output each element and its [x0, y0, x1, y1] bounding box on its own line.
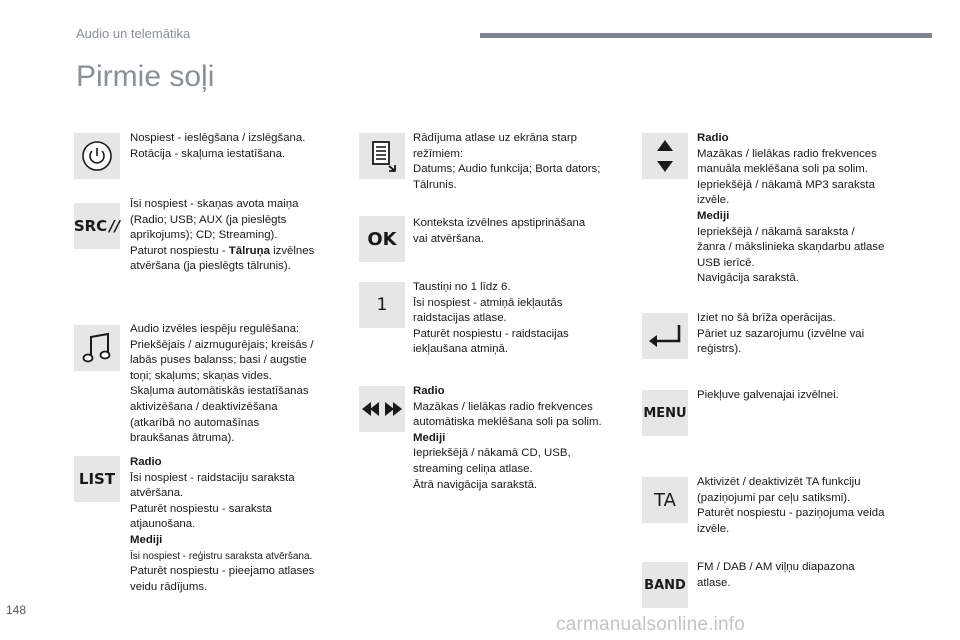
list-desc-line: Īsi nospiest - raidstaciju saraksta	[130, 471, 295, 484]
preset-desc-line: Īsi nospiest - atmiņā iekļautās	[413, 296, 563, 309]
list-icon	[74, 456, 120, 502]
preset-desc-line: Paturēt nospiestu - raidstacijas	[413, 327, 569, 340]
src-desc-bold: Tālruņa	[228, 244, 270, 257]
power-desc-line: Rotācija - skaļuma iestatīšana.	[130, 147, 286, 160]
preset-desc-line: iekļaušana atmiņā.	[413, 343, 508, 356]
watermark: carmanualsonline.info	[556, 614, 746, 635]
src-icon-text: SRC	[73, 217, 108, 235]
header-bar	[480, 33, 932, 38]
list-desc-heading: Mediji	[130, 533, 163, 546]
list-desc-heading: Radio	[130, 456, 162, 468]
updown-desc-line: žanra / mākslinieka skaņdarbu atlase	[697, 241, 885, 254]
back-desc-line: Pāriet uz sazarojumu (izvēlne vai	[697, 327, 865, 340]
updown-desc-line: Navigācija sarakstā.	[697, 272, 799, 285]
back-desc-line: Iziet no šā brīža operācijas.	[697, 312, 836, 324]
audio-desc-line: Skaļuma automātiskās iestatīšanas	[130, 385, 309, 398]
music-note-icon	[74, 325, 120, 371]
menu-icon	[642, 390, 688, 436]
page-title: Pirmie soļi	[76, 60, 215, 93]
preset-icon-text: 1	[376, 295, 388, 315]
seek-desc-heading: Radio	[413, 385, 445, 397]
band-desc-line: FM / DAB / AM viļņu diapazona	[697, 561, 855, 573]
ta-desc-line: Paturēt nospiestu - paziņojuma veida	[697, 507, 885, 520]
up-down-arrows-icon	[642, 133, 688, 179]
audio-desc-line: Priekšējais / aizmugurējais; kreisās /	[130, 338, 314, 351]
audio-desc-line: labās puses balanss; basi / augstie	[130, 354, 307, 367]
band-icon	[642, 562, 688, 608]
src-desc-line: Īsi nospiest - skaņas avota maiņa	[130, 198, 299, 210]
power-desc-line: Nospiest - ieslēgšana / izslēgšana.	[130, 132, 306, 144]
menu-icon-text: MENU	[643, 405, 687, 421]
ta-desc-line: izvēle.	[697, 522, 730, 535]
src-desc-line: atvēršana (ja pieslēgts tālrunis).	[130, 260, 291, 273]
display-desc-line: Datums; Audio funkcija; Borta dators;	[413, 163, 601, 176]
display-mode-icon	[359, 133, 405, 179]
audio-desc-line: aktivizēšana / deaktivizēšana	[130, 400, 278, 413]
seek-desc-line: automātiska meklēšana soli pa solim.	[413, 416, 602, 429]
list-desc-line: atvēršana.	[130, 487, 184, 500]
preset-one-icon	[359, 282, 405, 328]
list-desc-line: Īsi nospiest - reģistru saraksta atvēršana.	[130, 550, 313, 562]
ok-icon	[359, 216, 405, 262]
seek-desc-line: Ātrā navigācija sarakstā.	[413, 478, 538, 491]
src-desc-text: izvēlnes	[269, 244, 315, 257]
audio-desc-line: braukšanas ātruma).	[130, 432, 235, 445]
display-desc-line: režīmiem:	[413, 147, 463, 160]
band-desc-line: atlase.	[697, 576, 731, 589]
audio-desc-line: (atkarībā no automašīnas	[130, 416, 260, 429]
back-desc-line: reģistrs).	[697, 343, 742, 356]
src-icon: SRC //	[74, 203, 120, 249]
list-desc-line: veidu rādījums.	[130, 580, 208, 593]
seek-desc-line: Iepriekšējā / nākamā CD, USB,	[413, 447, 571, 460]
updown-desc-line: izvēle.	[697, 194, 730, 207]
ok-icon-text: OK	[367, 228, 397, 250]
updown-desc-line: USB ierīcē.	[697, 256, 755, 269]
band-icon-text: BAND	[644, 577, 686, 593]
ok-desc-line: vai atvēršana.	[413, 232, 484, 245]
seek-arrows-icon	[359, 386, 405, 432]
list-desc-line: atjaunošana.	[130, 518, 196, 531]
header-section-label: Audio un telemātika	[76, 26, 191, 41]
ta-icon	[642, 477, 688, 523]
updown-desc-heading: Radio	[697, 132, 729, 144]
updown-desc-line: Iepriekšējā / nākamā saraksta /	[697, 225, 855, 238]
list-icon-text: LIST	[78, 470, 116, 488]
updown-desc-heading: Mediji	[697, 209, 730, 222]
page-number: 148	[6, 603, 27, 617]
list-desc-line: Paturēt nospiestu - saraksta	[130, 502, 272, 515]
preset-desc-line: Taustiņi no 1 līdz 6.	[413, 281, 511, 293]
display-desc-line: Rādījuma atlase uz ekrāna starp	[413, 132, 577, 144]
preset-desc-line: raidstacijas atlase.	[413, 312, 507, 325]
src-desc-line: aprīkojums); CD; Streaming).	[130, 229, 278, 242]
power-icon	[74, 133, 120, 179]
seek-desc-line: Mazākas / lielākas radio frekvences	[413, 400, 593, 413]
audio-desc-line: toņi; skaļums; skaņas vides.	[130, 369, 272, 382]
menu-desc-line: Piekļuve galvenajai izvēlnei.	[697, 389, 839, 401]
list-desc-line: Paturēt nospiestu - pieejamo atlases	[130, 565, 315, 578]
ta-desc-line: (paziņojumi par ceļu satiksmi).	[697, 491, 851, 504]
seek-desc-heading: Mediji	[413, 431, 446, 444]
audio-desc-line: Audio izvēles iespēju regulēšana:	[130, 323, 300, 335]
back-return-icon	[642, 313, 688, 359]
src-desc-line: (Radio; USB; AUX (ja pieslēgts	[130, 213, 287, 226]
src-desc-text: Paturot nospiestu -	[130, 244, 229, 257]
ta-desc-line: Aktivizēt / deaktivizēt TA funkciju	[697, 476, 861, 488]
updown-desc-line: manuāla meklēšana soli pa solim.	[697, 163, 868, 176]
updown-desc-line: Iepriekšējā / nākamā MP3 saraksta	[697, 178, 875, 191]
seek-desc-line: streaming celiņa atlase.	[413, 462, 533, 475]
ok-desc-line: Konteksta izvēlnes apstiprināšana	[413, 217, 586, 229]
updown-desc-line: Mazākas / lielākas radio frekvences	[697, 147, 877, 160]
display-desc-line: Tālrunis.	[413, 178, 457, 191]
ta-icon-text: TA	[654, 489, 676, 511]
